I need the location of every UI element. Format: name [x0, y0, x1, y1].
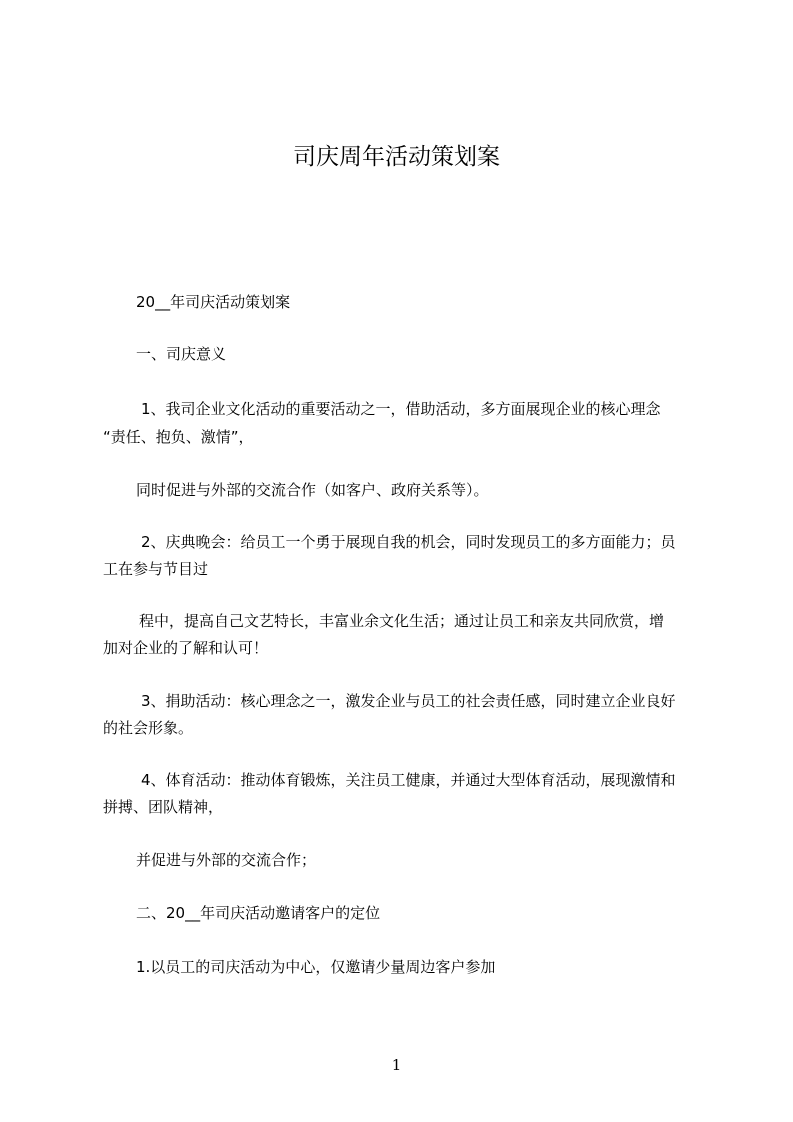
doc-line-item-3b: 的社会形象。: [103, 719, 194, 737]
doc-line-item-3a: 3、捐助活动：核心理念之一，激发企业与员工的社会责任感，同时建立企业良好: [141, 692, 676, 710]
document-title: 司庆周年活动策划案: [293, 144, 500, 170]
doc-line-item-2d: 加对企业的了解和认可！: [103, 639, 269, 657]
doc-line-section-1-heading: 一、司庆意义: [136, 345, 227, 363]
page-number: 1: [391, 1056, 402, 1074]
doc-line-section-2-heading: 二、20__年司庆活动邀请客户的定位: [136, 904, 381, 922]
doc-line-item-1a: 1、我司企业文化活动的重要活动之一，借助活动，多方面展现企业的核心理念: [141, 400, 661, 418]
doc-line-item-1b: “责任、抱负、激情”，: [103, 428, 254, 446]
doc-line-plan-heading: 20__年司庆活动策划案: [136, 293, 291, 311]
doc-line-item-2a: 2、庆典晚会：给员工一个勇于展现自我的机会，同时发现员工的多方面能力；员: [141, 533, 676, 551]
doc-line-item-4c: 并促进与外部的交流合作；: [136, 851, 317, 869]
doc-line-item-4b: 拼搏、团队精神，: [103, 798, 224, 816]
doc-line-item-4a: 4、体育活动：推动体育锻炼，关注员工健康，并通过大型体育活动，展现激情和: [141, 771, 676, 789]
doc-line-item-1c: 同时促进与外部的交流合作（如客户、政府关系等）。: [136, 481, 489, 499]
doc-line-item-2c: 程中，提高自己文艺特长，丰富业余文化生活；通过让员工和亲友共同欣赏，增: [139, 612, 665, 630]
doc-line-item-2b: 工在参与节目过: [103, 560, 209, 578]
doc-line-section-2-item-1: 1.以员工的司庆活动为中心，仅邀请少量周边客户参加: [136, 958, 496, 976]
